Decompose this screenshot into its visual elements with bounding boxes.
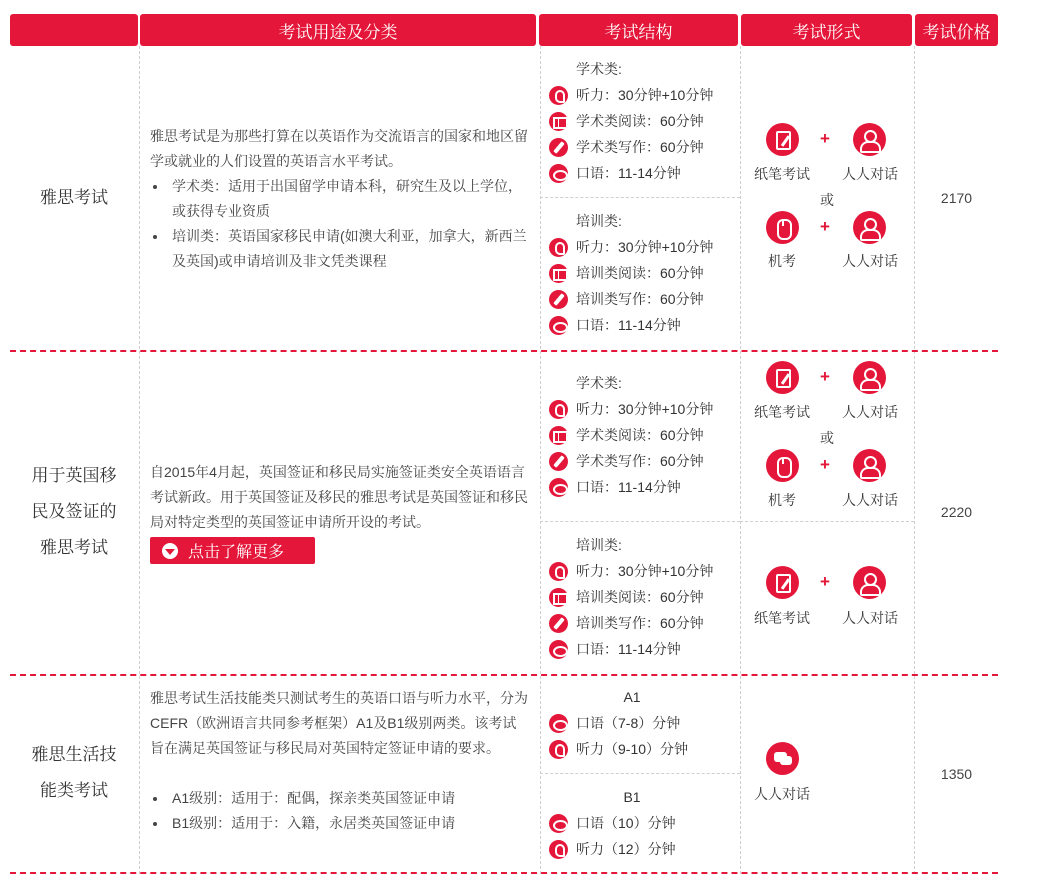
pen-icon bbox=[549, 138, 568, 157]
structure-label: 学术类阅读：60分钟 bbox=[576, 113, 704, 129]
exam-name bbox=[10, 674, 138, 872]
face-to-face-icon bbox=[853, 566, 886, 599]
face-to-face-icon bbox=[853, 361, 886, 394]
ear-icon bbox=[549, 740, 568, 759]
header-price: 考试价格 bbox=[915, 14, 998, 46]
mouth-icon bbox=[549, 316, 568, 335]
exam-name bbox=[10, 350, 138, 674]
structure-label: 听力：30分钟+10分钟 bbox=[576, 563, 714, 579]
structure-item bbox=[549, 396, 739, 422]
mouth-icon bbox=[549, 814, 568, 833]
structure-a1 bbox=[549, 684, 739, 762]
plus-sign: + bbox=[820, 572, 830, 591]
structure-title: A1 bbox=[623, 689, 641, 705]
row-divider bbox=[10, 674, 998, 676]
format-label: 人人对话 bbox=[842, 610, 898, 626]
structure-title: 学术类: bbox=[576, 375, 622, 391]
sub-divider bbox=[540, 773, 740, 774]
structure-general bbox=[549, 532, 739, 662]
mouth-icon bbox=[549, 478, 568, 497]
structure-item bbox=[549, 836, 739, 862]
bullet-item: 培训类：英语国家移民申请(如澳大利亚，加拿大，新西兰及英国)或申请培训及非文凭类课程 bbox=[150, 224, 530, 274]
mouth-icon bbox=[549, 714, 568, 733]
face-to-face-icon bbox=[853, 449, 886, 482]
plus-sign: + bbox=[820, 367, 830, 386]
price: 2170 bbox=[940, 190, 973, 206]
pen-icon bbox=[549, 452, 568, 471]
ear-icon bbox=[549, 562, 568, 581]
paper-test-icon bbox=[766, 361, 799, 394]
structure-label: 听力：30分钟+10分钟 bbox=[576, 87, 714, 103]
structure-item bbox=[549, 558, 739, 584]
format-label: 人人对话 bbox=[842, 166, 898, 182]
structure-item bbox=[549, 134, 739, 160]
column-divider bbox=[914, 46, 915, 874]
bullet-item: 学术类：适用于出国留学申请本科，研究生及以上学位，或获得专业资质 bbox=[150, 174, 530, 224]
bullet-item: B1级别：适用于：入籍，永居类英国签证申请 bbox=[150, 811, 530, 836]
structure-title: 培训类: bbox=[576, 537, 622, 553]
ear-icon bbox=[549, 238, 568, 257]
structure-label: 听力（12）分钟 bbox=[576, 841, 676, 857]
paper-test-icon bbox=[766, 123, 799, 156]
structure-item bbox=[549, 422, 739, 448]
column-divider bbox=[139, 46, 140, 874]
bullet-list bbox=[150, 174, 530, 274]
structure-academic bbox=[549, 56, 739, 186]
structure-item bbox=[549, 82, 739, 108]
header-format: 考试形式 bbox=[741, 14, 912, 46]
column-divider bbox=[540, 46, 541, 874]
row-divider bbox=[10, 872, 998, 874]
description-text: 雅思考试生活技能类只测试考生的英语口语与听力水平，分为CEFR（欧洲语言共同参考框架）A1及B1级别两类。该考试旨在满足英国签证与移民局对英国特定签证申请的要求。 bbox=[150, 690, 528, 756]
structure-label: 口语：11-14分钟 bbox=[576, 641, 681, 657]
sub-divider bbox=[540, 521, 740, 522]
description-text: 雅思考试是为那些打算在以英语作为交流语言的国家和地区留学或就业的人们设置的英语言水平考试。 bbox=[150, 128, 528, 169]
structure-b1 bbox=[549, 784, 739, 862]
exam-name-text: 雅思生活技能类考试 bbox=[31, 745, 117, 800]
structure-label: 培训类写作：60分钟 bbox=[576, 291, 704, 307]
exam-description bbox=[150, 686, 530, 836]
face-to-face-icon bbox=[853, 211, 886, 244]
row-divider bbox=[10, 350, 998, 352]
format-label: 人人对话 bbox=[754, 786, 810, 802]
computer-test-icon bbox=[766, 211, 799, 244]
or-label: 或 bbox=[820, 430, 834, 446]
or-label: 或 bbox=[820, 192, 834, 208]
column-divider bbox=[740, 46, 741, 874]
structure-general bbox=[549, 208, 739, 338]
structure-academic bbox=[549, 370, 739, 500]
mouth-icon bbox=[549, 164, 568, 183]
structure-item bbox=[549, 636, 739, 662]
header-blank bbox=[10, 14, 138, 46]
structure-label: 培训类阅读：60分钟 bbox=[576, 589, 704, 605]
structure-label: 培训类阅读：60分钟 bbox=[576, 265, 704, 281]
structure-label: 学术类写作：60分钟 bbox=[576, 453, 704, 469]
exam-description: 自2015年4月起，英国签证和移民局实施签证类安全英语语言考试新政。用于英国签证及移民的雅思考试是英国签证和移民局对特定类型的英国签证申请所开设的考试。 bbox=[150, 464, 528, 530]
format-label: 人人对话 bbox=[842, 404, 898, 420]
structure-label: 培训类写作：60分钟 bbox=[576, 615, 704, 631]
structure-label: 学术类写作：60分钟 bbox=[576, 139, 704, 155]
format-label: 人人对话 bbox=[842, 253, 898, 269]
structure-item bbox=[549, 710, 739, 736]
structure-label: 听力：30分钟+10分钟 bbox=[576, 401, 714, 417]
format-label: 纸笔考试 bbox=[754, 166, 810, 182]
structure-item bbox=[549, 160, 739, 186]
bullet-item: A1级别：适用于：配偶，探亲类英国签证申请 bbox=[150, 786, 530, 811]
structure-item bbox=[549, 260, 739, 286]
ear-icon bbox=[549, 86, 568, 105]
structure-item bbox=[549, 810, 739, 836]
paper-test-icon bbox=[766, 566, 799, 599]
price: 1350 bbox=[940, 766, 973, 782]
book-icon bbox=[549, 588, 568, 607]
structure-label: 口语（7-8）分钟 bbox=[576, 715, 681, 731]
format-label: 人人对话 bbox=[842, 492, 898, 508]
ear-icon bbox=[549, 400, 568, 419]
plus-sign: + bbox=[820, 455, 830, 474]
price: 2220 bbox=[940, 504, 973, 520]
sub-divider bbox=[740, 521, 914, 522]
structure-title: 学术类: bbox=[576, 61, 622, 77]
structure-item bbox=[549, 234, 739, 260]
structure-label: 口语：11-14分钟 bbox=[576, 317, 681, 333]
structure-label: 听力：30分钟+10分钟 bbox=[576, 239, 714, 255]
book-icon bbox=[549, 112, 568, 131]
structure-label: 口语：11-14分钟 bbox=[576, 479, 681, 495]
format-label: 纸笔考试 bbox=[754, 404, 810, 420]
structure-label: 听力（9-10）分钟 bbox=[576, 741, 689, 757]
sub-divider bbox=[540, 197, 740, 198]
structure-label: 口语：11-14分钟 bbox=[576, 165, 681, 181]
chevron-down-icon bbox=[162, 543, 178, 559]
structure-item bbox=[549, 312, 739, 338]
structure-title: 培训类: bbox=[576, 213, 622, 229]
mouth-icon bbox=[549, 640, 568, 659]
structure-item bbox=[549, 736, 739, 762]
exam-description bbox=[150, 124, 530, 274]
structure-item bbox=[549, 286, 739, 312]
structure-title: B1 bbox=[623, 789, 641, 805]
header-structure: 考试结构 bbox=[539, 14, 738, 46]
speaking-chat-icon bbox=[766, 742, 799, 775]
structure-label: 口语（10）分钟 bbox=[576, 815, 676, 831]
plus-sign: + bbox=[820, 129, 830, 148]
structure-item bbox=[549, 448, 739, 474]
learn-more-button[interactable] bbox=[150, 537, 315, 564]
exam-name-text: 用于英国移民及签证的雅思考试 bbox=[31, 466, 117, 557]
structure-label: 学术类阅读：60分钟 bbox=[576, 427, 704, 443]
structure-item bbox=[549, 610, 739, 636]
book-icon bbox=[549, 426, 568, 445]
learn-more-label: 点击了解更多 bbox=[188, 544, 285, 561]
ear-icon bbox=[549, 840, 568, 859]
book-icon bbox=[549, 264, 568, 283]
pen-icon bbox=[549, 614, 568, 633]
structure-item bbox=[549, 474, 739, 500]
structure-item bbox=[549, 584, 739, 610]
pen-icon bbox=[549, 290, 568, 309]
format-label: 纸笔考试 bbox=[754, 610, 810, 626]
exam-name: 雅思考试 bbox=[40, 188, 108, 207]
computer-test-icon bbox=[766, 449, 799, 482]
plus-sign: + bbox=[820, 217, 830, 236]
format-label: 机考 bbox=[768, 492, 796, 508]
header-usage: 考试用途及分类 bbox=[140, 14, 536, 46]
format-label: 机考 bbox=[768, 253, 796, 269]
structure-item bbox=[549, 108, 739, 134]
bullet-list bbox=[150, 786, 530, 836]
face-to-face-icon bbox=[853, 123, 886, 156]
